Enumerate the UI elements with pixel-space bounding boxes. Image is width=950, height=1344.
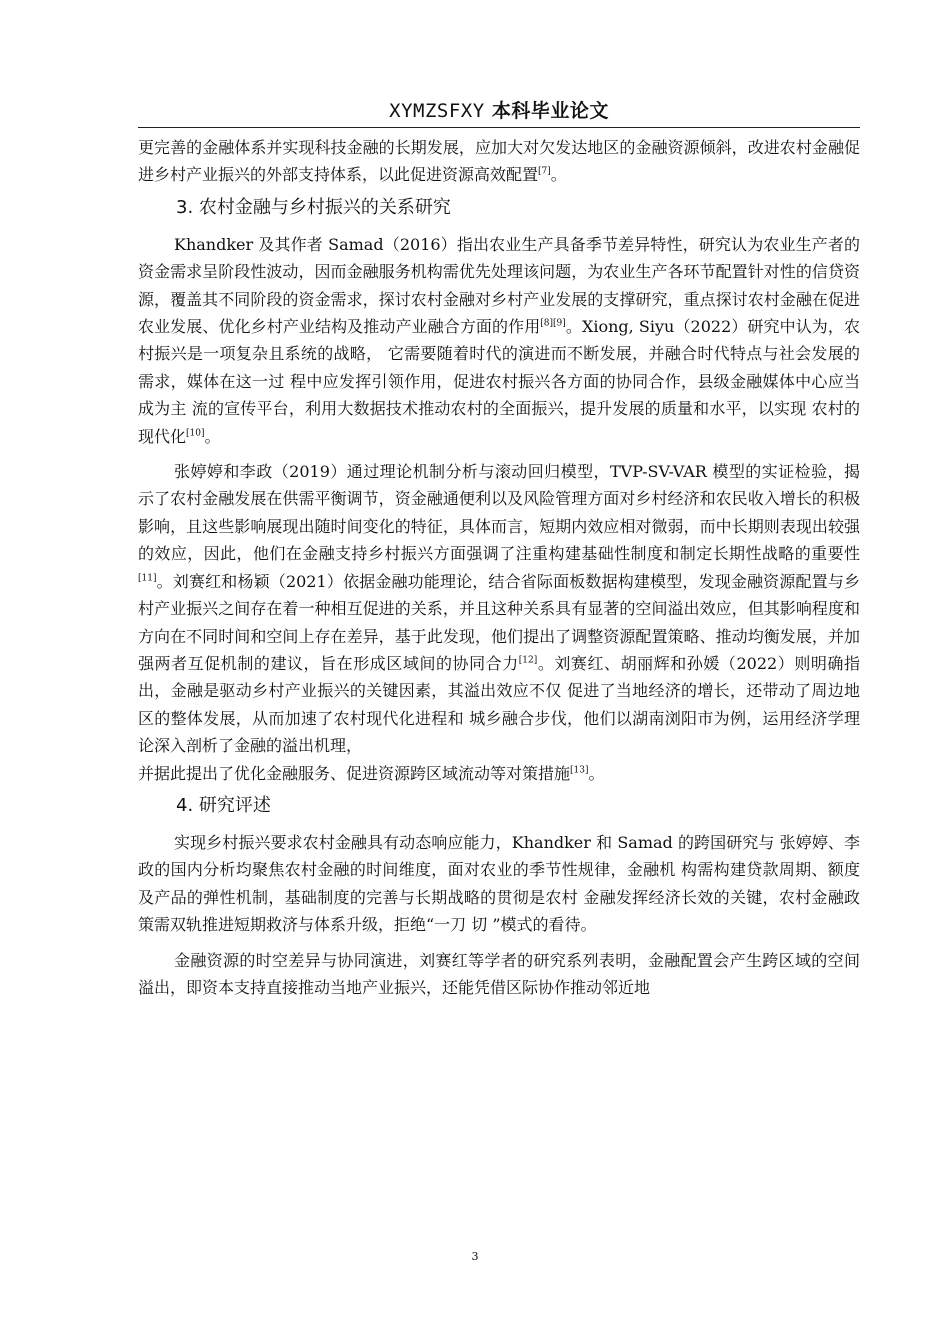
citation: [12] [518,655,538,666]
paragraph: 金融资源的时空差异与协同演进，刘赛红等学者的研究系列表明，金融配置会产生跨区域的空间溢出，即资本支持直接推动当地产业振兴，还能凭借区际协作推动邻近地 [138,950,860,997]
citation: [8][9] [540,318,566,329]
header-title: 本科毕业论文 [491,100,609,122]
paragraph-continued: 更完善的金融体系并实现科技金融的长期发展，应加大对欠发达地区的金融资源倾斜，改进农村金融促进乡村产业振兴的外部支持体系，以此促进资源高效配置[7]。 [138,138,860,185]
page-number: 3 [471,1250,479,1263]
section-heading-4: 4. 研究评述 [176,794,271,816]
paragraph: 实现乡村振兴要求农村金融具有动态响应能力，Khandker 和 Samad 的跨国研究与 张婷婷、李政的国内分析均聚焦农村金融的时间维度，面对农业的季节性规律，金融机 构需构建贷款周期、额度及产品的弹性机制，基础制度的完善与长期战略的贯彻是农村 金融发挥经济长效的关键，农村金融政策需双轨推进短期救济与体系升级，拒绝“一刀 切 ”模式的看待。 [138,832,860,935]
citation: [10] [186,428,205,439]
page-header [138,96,860,123]
paragraph: 张婷婷和李政（2019）通过理论机制分析与滚动回归模型，TVP-SV-VAR 模型的实证检验，揭示了农村金融发展在供需平衡调节，资金融通便利以及风险管理方面对乡村经济和农民收入增长的积极影响，且这些影响展现出随时间变化的特征，具体而言，短期内效应相对微弱，而中长期则表现出较强的效应，因此，他们在金融支持乡村振兴方面强调了注重构建基础性制度和制定长期性战略的重要性[11]。刘赛红和杨颖（2021）依据金融功能理论，结合省际面板数据构建模型，发现金融资源配置与乡村产业振兴之间存在着一种相互促进的关系，并且这种关系具有显著的空间溢出效应，但其影响程度和方向在不同时间和空间上存在差异，基于此发现，他们提出了调整资源配置策略、推动均衡发展，并加强两者互促机制的建议，旨在形成区域间的协同合力[12]。刘赛红、胡丽辉和孙媛（2022）则明确指出，金融是驱动乡村产业振兴的关键因素，其溢出效应不仅 促进了当地经济的增长，还带动了周边地区的整体发展，从而加速了农村现代化进程和 城乡融合步伐，他们以湖南浏阳市为例，运用经济学理论深入剖析了金融的溢出机理， [138,462,860,756]
paragraph-tail: 并据此提出了优化金融服务、促进资源跨区域流动等对策措施[13]。 [138,763,605,783]
citation: [7] [538,167,551,178]
citation: [13] [570,765,589,776]
paragraph: Khandker 及其作者 Samad（2016）指出农业生产具备季节差异特性，研究认为农业生产者的资金需求呈阶段性波动，因而金融服务机构需优先处理该问题，为农业生产各环节配置针对性的信贷资源，覆盖其不同阶段的资金需求，探讨农村金融对乡村产业发展的支撑研究，重点探讨农村金融在促进农业发展、优化乡村产业结构及推动产业融合方面的作用[8][9]。Xiong, Siyu（2022）研究中认为，农村振兴是一项复杂且系统的战略， 它需要随着时代的演进而不断发展，并融合时代特点与社会发展的需求，媒体在这一过 程中应发挥引领作用，促进农村振兴各方面的协同合作，县级金融媒体中心应当成为主 流的宣传平台，利用大数据技术推动农村的全面振兴，提升发展的质量和水平，以实现 农村的现代化[10]。 [138,234,860,446]
citation: [11] [138,573,157,584]
header-code: XYMZSFXY [389,100,485,122]
page-body [138,134,860,1001]
header-rule [138,127,860,128]
section-heading-3: 3. 农村金融与乡村振兴的关系研究 [176,196,451,218]
